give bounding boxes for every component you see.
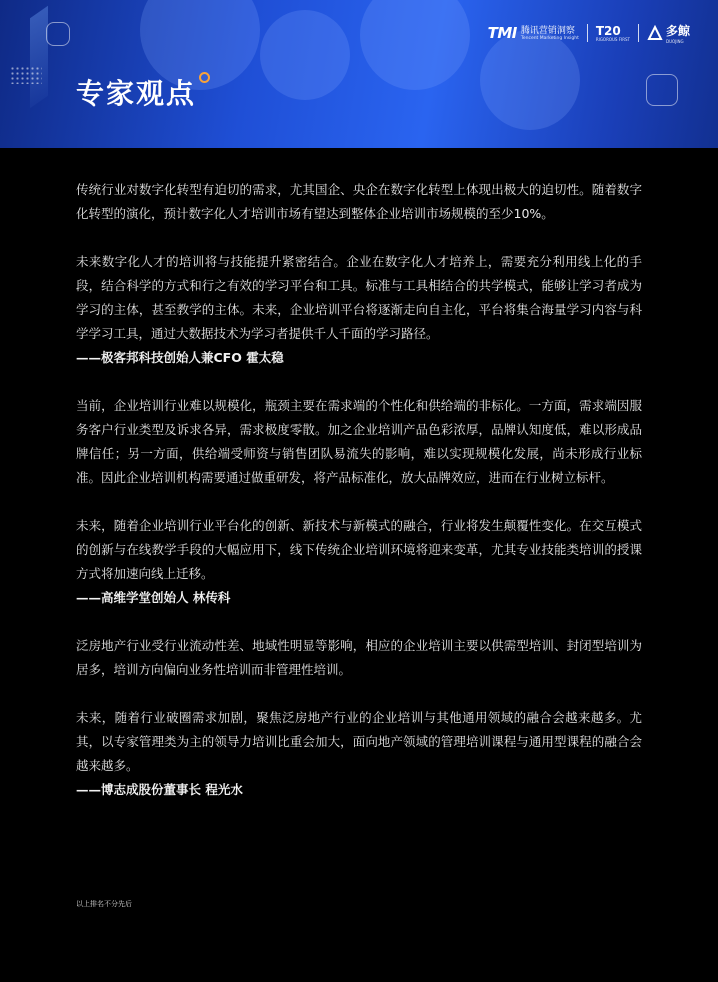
opinion-paragraph: 未来数字化人才的培训将与技能提升紧密结合。企业在数字化人才培养上，需要充分利用线上化的手段，结合科学的方式和行之有效的学习平台和工具。标准与工具相结合的共学模式，能够让学习者成为学习的主体，甚至教学的主体。未来，企业培训平台将逐渐走向自主化，平台将集合海量学习内容与科学学习工具，通过大数据技术为学习者提供千人千面的学习路径。 [76,254,642,341]
source-note: 以上排名不分先后 [76,900,132,908]
expert-signature: ——博志成股份董事长 程光水 [76,782,243,797]
logo-divider [587,24,588,42]
title-circle-icon [199,72,210,83]
decorative-stripes [30,6,48,109]
opinion-paragraph: 传统行业对数字化转型有迫切的需求，尤其国企、央企在数字化转型上体现出极大的迫切性。随着数字化转型的演化，预计数字化人才培训市场有望达到整体企业培训市场规模的至少10%。 [76,182,642,221]
page-title-text: 专家观点 [76,77,197,110]
duojing-logo [647,22,690,44]
header-banner [0,0,718,148]
decorative-square [46,22,70,46]
brand-logos [488,22,690,44]
page-title [76,72,210,112]
logo-divider [638,24,639,42]
opinion-paragraph: 未来，随着行业破圈需求加剧，聚焦泛房地产行业的企业培训与其他通用领域的融合会越来越多。尤其，以专家管理类为主的领导力培训比重会加大，面向地产领域的管理培训课程与通用型课程的融合会越来越多。 [76,710,642,773]
duojing-logo-icon [647,25,663,41]
expert-opinions [76,178,642,802]
tmi-logo-en: Tencent Marketing Insight [520,35,579,41]
tmi-logo-cn: 腾讯营销洞察 [520,25,575,36]
tmi-logo [488,24,579,42]
opinion-paragraph: 泛房地产行业受行业流动性差、地域性明显等影响，相应的企业培训主要以供需型培训、封闭型培训为居多，培训方向偏向业务性培训而非管理性培训。 [76,638,642,677]
t20-logo [596,25,630,42]
t20-logo-mark: T20 [595,23,621,38]
duojing-logo-text: 多鲸 [665,24,690,38]
background-figure [260,10,350,100]
expert-signature: ——极客邦科技创始人兼CFO 霍太稳 [76,350,284,365]
opinion-paragraph: 当前，企业培训行业难以规模化，瓶颈主要在需求端的个性化和供给端的非标化。一方面，需求端因服务客户行业类型及诉求各异，需求极度零散。加之企业培训产品色彩浓厚，品牌认知度低，难以形成品牌信任；另一方面，供给端受师资与销售团队易流失的影响，难以实现规模化发展，尚未形成行业标准。因此企业培训机构需要通过做重研发，将产品标准化，放大品牌效应，进而在行业树立标杆。 [76,398,642,485]
expert-signature: ——高维学堂创始人 林传科 [76,590,231,605]
tmi-logo-mark: TMI [487,24,517,42]
decorative-square [646,74,678,106]
duojing-logo-sub: DUOJING [665,39,684,44]
opinion-paragraph: 未来，随着企业培训行业平台化的创新、新技术与新模式的融合，行业将发生颠覆性变化。在交互模式的创新与在线教学手段的大幅应用下，线下传统企业培训环境将迎来变革，尤其专业技能类培训的授课方式将加速向线上迁移。 [76,518,642,581]
t20-logo-sub: RIGOROUS FIRST [595,36,630,42]
decorative-dot-grid [10,66,42,84]
background-figure [360,0,470,90]
background-figure [480,30,580,130]
